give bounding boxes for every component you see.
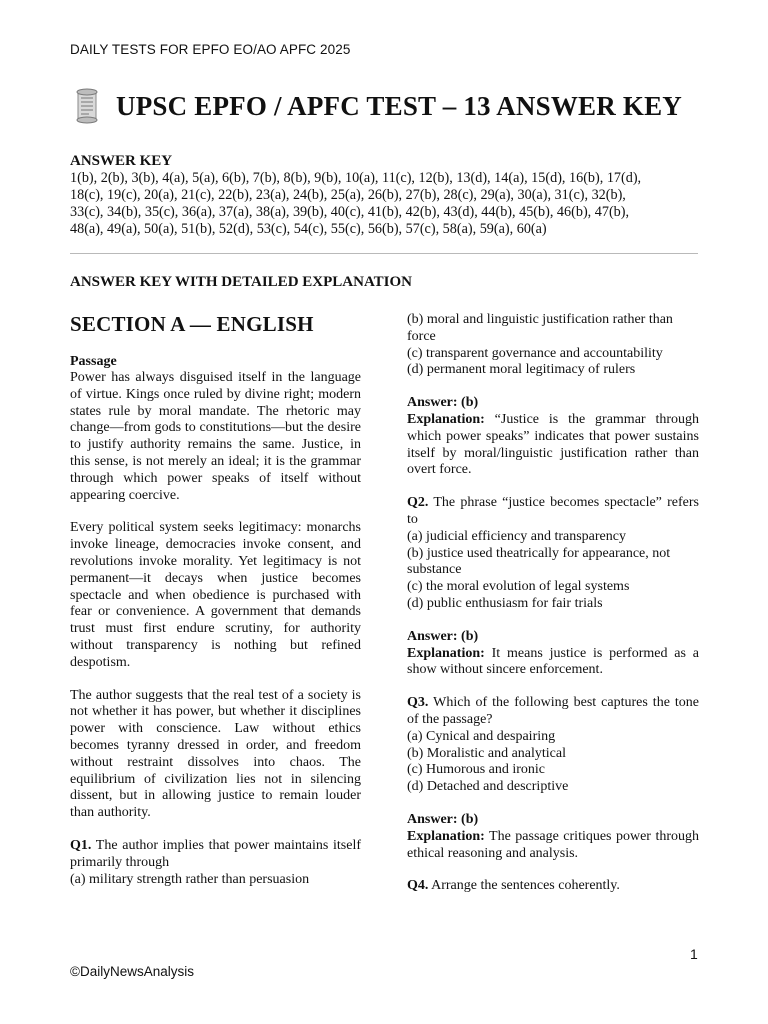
explanation-label: Explanation:	[407, 828, 485, 844]
explanation	[407, 829, 699, 863]
answer-key-line: 48(a), 49(a), 50(a), 51(b), 52(d), 53(c), 54(c), 55(c), 56(b), 57(c), 58(a), 59(a), 60(a)	[70, 221, 547, 237]
question-3	[407, 695, 699, 729]
option: (a) Cynical and despairing	[407, 728, 556, 744]
question-1	[70, 838, 361, 872]
option: (a) judicial efficiency and transparency	[407, 528, 626, 544]
answer-key-line: 18(c), 19(c), 20(a), 21(c), 22(b), 23(a), 24(b), 25(a), 26(b), 27(b), 28(c), 29(a), 30(a), 31(c), 32(b),	[70, 187, 626, 203]
passage-paragraph: Power has always disguised itself in the language of virtue. Kings once ruled by divine right; modern states rule by moral mandate. The rhetoric may change—from gods to constitutions—but the desire to justify authority remains the same. Justice, in this sense, is not merely an ideal; it is the grammar through which power speaks of itself without appearing coercive.	[70, 370, 361, 503]
passage-paragraph: Every political system seeks legitimacy: monarchs invoke lineage, democracies invoke consent, and revolutions invoke morality. Yet legitimacy is not permanent—it decays when justice becomes spectacle and when obedience is purchased with fear or convenience. A government that demands trust must first endure scrutiny, for authority without transparency is nothing but refined despotism.	[70, 520, 361, 670]
question-4	[407, 878, 699, 895]
answer-line	[407, 812, 699, 829]
option: (c) the moral evolution of legal systems	[407, 579, 630, 595]
question-number: Q4.	[407, 878, 429, 894]
question-text: Which of the following best captures the tone of the passage?	[407, 695, 699, 727]
question-text: Arrange the sentences coherently.	[428, 878, 620, 894]
answer-label: Answer: (b)	[407, 628, 479, 644]
section-title: SECTION A — ENGLISH	[70, 312, 314, 336]
answer-label: Answer: (b)	[407, 395, 479, 411]
option: (d) Detached and descriptive	[407, 779, 569, 795]
footer-copyright: ©DailyNewsAnalysis	[70, 964, 194, 979]
explanation-label: Explanation:	[407, 411, 485, 427]
question-number: Q2.	[407, 495, 429, 511]
detailed-explanation-heading: ANSWER KEY WITH DETAILED EXPLANATION	[70, 274, 413, 290]
page-title: UPSC EPFO / APFC TEST – 13 ANSWER KEY	[116, 90, 683, 121]
explanation-text: The passage critiques power through ethical reasoning and analysis.	[407, 828, 699, 861]
passage-paragraph: The author suggests that the real test of a society is not whether it has power, but whether it disciplines power with conscience. Law without ethics becomes tyranny dressed in order, and freedom without restraint dissolves into chaos. The equilibrium of civilization lies not in silencing dissent, but in allowing justice to remain louder than authority.	[70, 687, 361, 821]
page-number: 1	[690, 946, 698, 962]
answer-line	[407, 629, 699, 646]
option: (d) permanent moral legitimacy of rulers	[407, 362, 636, 378]
answer-line	[407, 395, 699, 412]
question-number: Q1.	[70, 837, 92, 853]
explanation	[407, 412, 699, 479]
answer-key-heading: ANSWER KEY	[70, 153, 173, 169]
explanation-text: It means justice is performed as a show without sincere enforcement.	[407, 645, 699, 678]
document-header: DAILY TESTS FOR EPFO EO/AO APFC 2025	[70, 42, 351, 57]
question-2	[407, 495, 699, 529]
question-number: Q3.	[407, 695, 429, 711]
explanation	[407, 646, 699, 680]
divider	[70, 253, 698, 254]
option: (b) Moralistic and analytical	[407, 745, 566, 761]
passage-label: Passage	[70, 354, 117, 369]
question-text: The phrase “justice becomes spectacle” refers to	[407, 495, 699, 527]
right-column	[407, 312, 699, 895]
answer-key-block	[70, 152, 702, 238]
explanation-label: Explanation:	[407, 645, 485, 661]
option: (b) moral and linguistic justification rather than force	[407, 312, 673, 344]
answer-label: Answer: (b)	[407, 811, 479, 827]
option: (a) military strength rather than persuasion	[70, 871, 310, 887]
title-row	[72, 88, 682, 124]
question-text: The author implies that power maintains itself primarily through	[70, 837, 361, 870]
answer-key-line: 33(c), 34(b), 35(c), 36(a), 37(a), 38(a), 39(b), 40(c), 41(b), 42(b), 43(d), 44(b), 45(b), 46(b), 47(b),	[70, 204, 630, 220]
scroll-icon	[72, 88, 102, 124]
explanation-text: “Justice is the grammar through which power speaks” indicates that power sustains itself by moral/linguistic justification rather than overt force.	[407, 411, 699, 478]
answer-key-line: 1(b), 2(b), 3(b), 4(a), 5(a), 6(b), 7(b), 8(b), 9(b), 10(a), 11(c), 12(b), 13(d), 14(a), 15(d), 16(b), 17(d),	[70, 170, 642, 186]
left-column	[70, 312, 361, 888]
option: (c) transparent governance and accountability	[407, 345, 663, 361]
option: (d) public enthusiasm for fair trials	[407, 595, 603, 611]
option: (c) Humorous and ironic	[407, 762, 546, 778]
option: (b) justice used theatrically for appearance, not substance	[407, 545, 671, 578]
